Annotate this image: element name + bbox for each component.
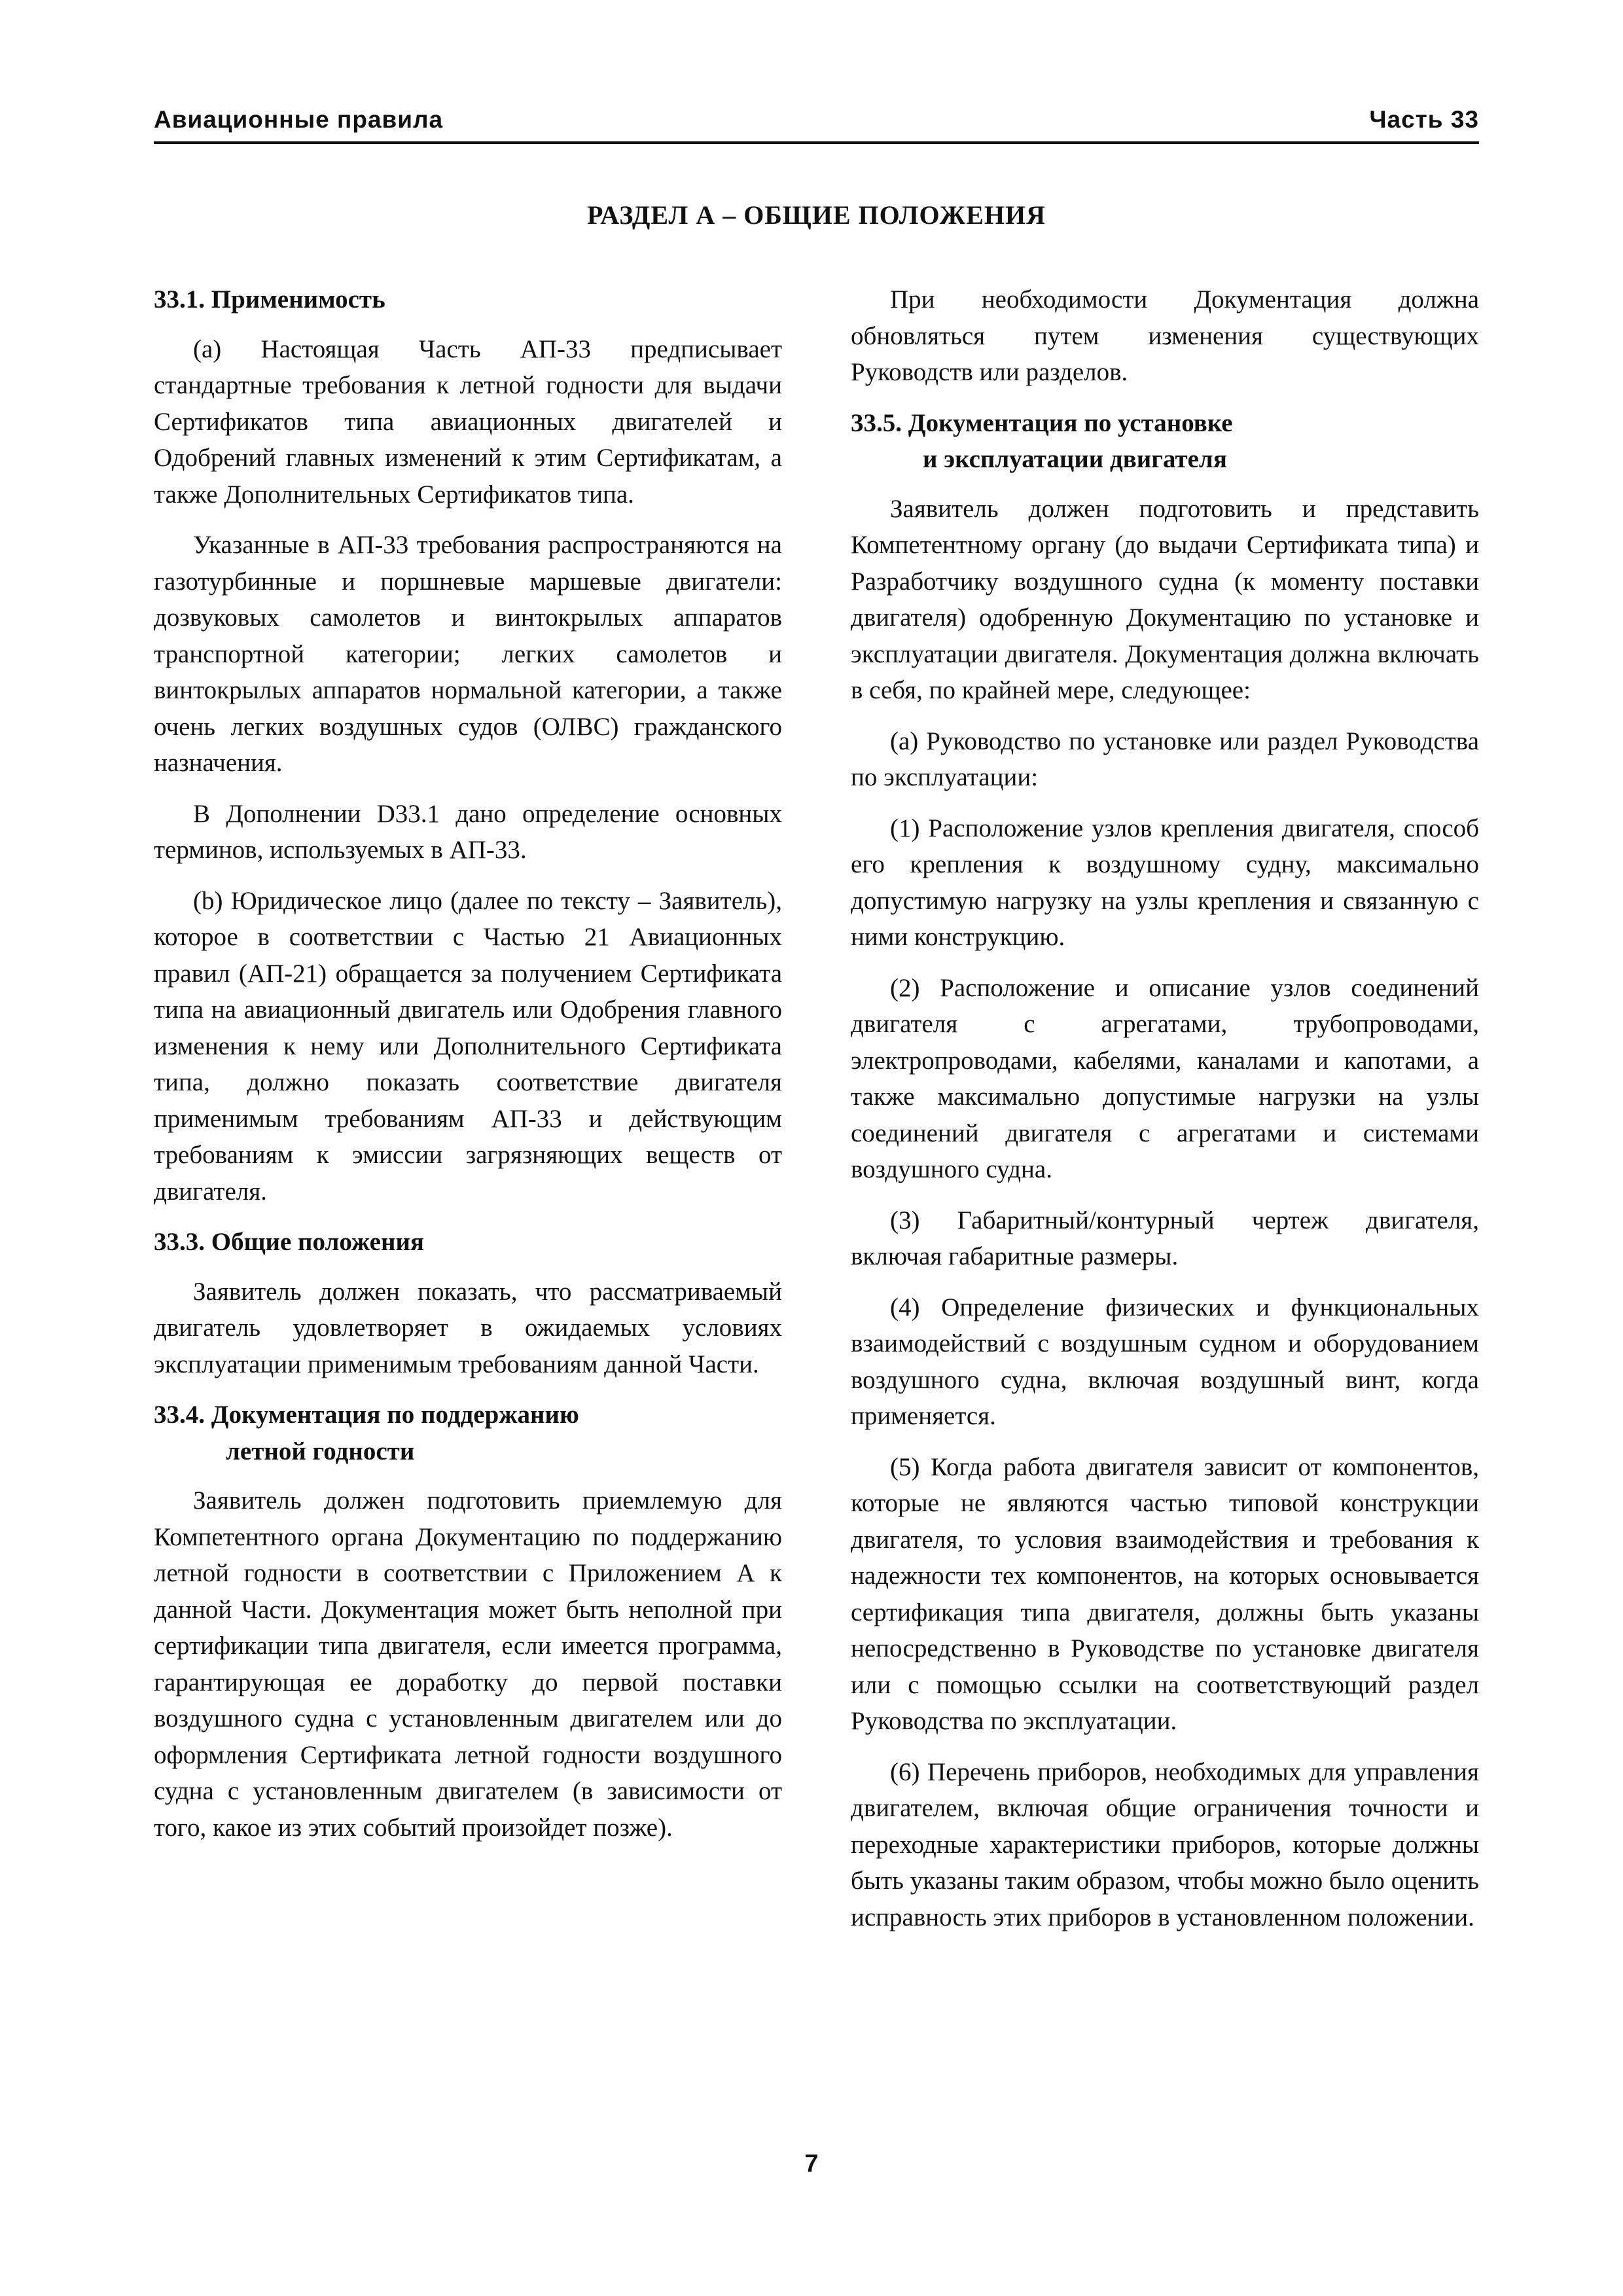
- paragraph: При необходимости Документация должна обновляться путем изменения существующих Руководств или разделов.: [851, 285, 1479, 386]
- paragraph: (4) Определение физических и функциональных взаимодействий с воздушным судном и оборудованием воздушного судна, включая воздушный винт, когда применяется.: [851, 1293, 1479, 1430]
- paragraph: (6) Перечень приборов, необходимых для управления двигателем, включая общие ограничения точности и переходные характеристики приборов, которые должны быть указаны таким образом, чтобы можно было оценить исправность этих приборов в установленном положении.: [851, 1757, 1479, 1931]
- heading-33-4: [154, 1397, 782, 1469]
- right-column: [851, 281, 1479, 1950]
- section-title: РАЗДЕЛ А – ОБЩИЕ ПОЛОЖЕНИЯ: [586, 200, 1046, 230]
- heading-line: 33.4. Документация по поддержанию: [154, 1401, 579, 1429]
- heading-line: летной годности: [226, 1437, 415, 1465]
- header-part: Часть 33: [1369, 106, 1479, 133]
- paragraph: Заявитель должен подготовить приемлемую для Компетентного органа Документацию по поддержанию летной годности в соответствии с Приложением А к данной Части. Документация может быть неполной при сертификации типа двигателя, если имеется программа, гарантирующая ее доработку до первой поставки воздушного судна с установленным двигателем или до оформления Сертификата летной годности воздушного судна с установленным двигателем (в зависимости от того, какое из этих событий произойдет позже).: [154, 1486, 782, 1842]
- paragraph: (b) Юридическое лицо (далее по тексту – Заявитель), которое в соответствии с Частью 21 Авиационных правил (АП-21) обращается за получением Сертификата типа на авиационный двигатель или Одобрения главного изменения к нему или Дополнительного Сертификата типа, должно показать соответствие двигателя применимым требованиям АП-33 и действующим требованиям к эмиссии загрязняющих веществ от двигателя.: [154, 886, 782, 1206]
- paragraph: Заявитель должен подготовить и представить Компетентному органу (до выдачи Сертификата типа) и Разработчику воздушного судна (к моменту поставки двигателя) одобренную Документацию по установке и эксплуатации двигателя. Документация должна включать в себя, по крайней мере, следующее:: [851, 494, 1479, 704]
- header-title: Авиационные правила: [154, 106, 444, 133]
- heading-33-3: 33.3. Общие положения: [154, 1228, 425, 1256]
- running-header: [154, 103, 1479, 144]
- paragraph: (5) Когда работа двигателя зависит от компонентов, которые не являются частью типовой конструкции двигателя, то условия взаимодействия и требования к надежности тех компонентов, на которых основывается сертификация типа двигателя, должны быть указаны непосредственно в Руководстве по установке двигателя или с помощью ссылки на соответствующий раздел Руководства по эксплуатации.: [851, 1452, 1479, 1735]
- paragraph: (2) Расположение и описание узлов соединений двигателя с агрегатами, трубопроводами, электропроводами, кабелями, каналами и капотами, а также максимально допустимые нагрузки на узлы соединений двигателя с агрегатами и системами воздушного судна.: [851, 973, 1479, 1183]
- heading-line: и эксплуатации двигателя: [923, 445, 1227, 473]
- heading-line: 33.5. Документация по установке: [851, 408, 1233, 437]
- paragraph: (1) Расположение узлов крепления двигателя, способ его крепления к воздушному судну, максимально допустимую нагрузку на узлы крепления и связанную с ними конструкцию.: [851, 814, 1479, 951]
- paragraph: (3) Габаритный/контурный чертеж двигателя, включая габаритные размеры.: [851, 1206, 1479, 1270]
- left-column: [154, 281, 782, 1860]
- page-number: 7: [804, 2150, 819, 2178]
- heading-33-5: [851, 405, 1479, 478]
- paragraph: (a) Руководство по установке или раздел Руководства по эксплуатации:: [851, 726, 1479, 791]
- paragraph: В Дополнении D33.1 дано определение основных терминов, используемых в АП-33.: [154, 799, 782, 864]
- paragraph: (a) Настоящая Часть АП-33 предписывает стандартные требования к летной годности для выдачи Сертификатов типа авиационных двигателей и Одобрений главных изменений к этим Сертификатам, а также Дополнительных Сертификатов типа.: [154, 334, 782, 509]
- paragraph: Указанные в АП-33 требования распространяются на газотурбинные и поршневые маршевые двигатели: дозвуковых самолетов и винтокрылых аппаратов транспортной категории; легких самолетов и винтокрылых аппаратов нормальной категории, а также очень легких воздушных судов (ОЛВС) гражданского назначения.: [154, 531, 782, 777]
- heading-33-1: 33.1. Применимость: [154, 285, 385, 314]
- paragraph: Заявитель должен показать, что рассматриваемый двигатель удовлетворяет в ожидаемых условиях эксплуатации применимым требованиям данной Части.: [154, 1277, 782, 1378]
